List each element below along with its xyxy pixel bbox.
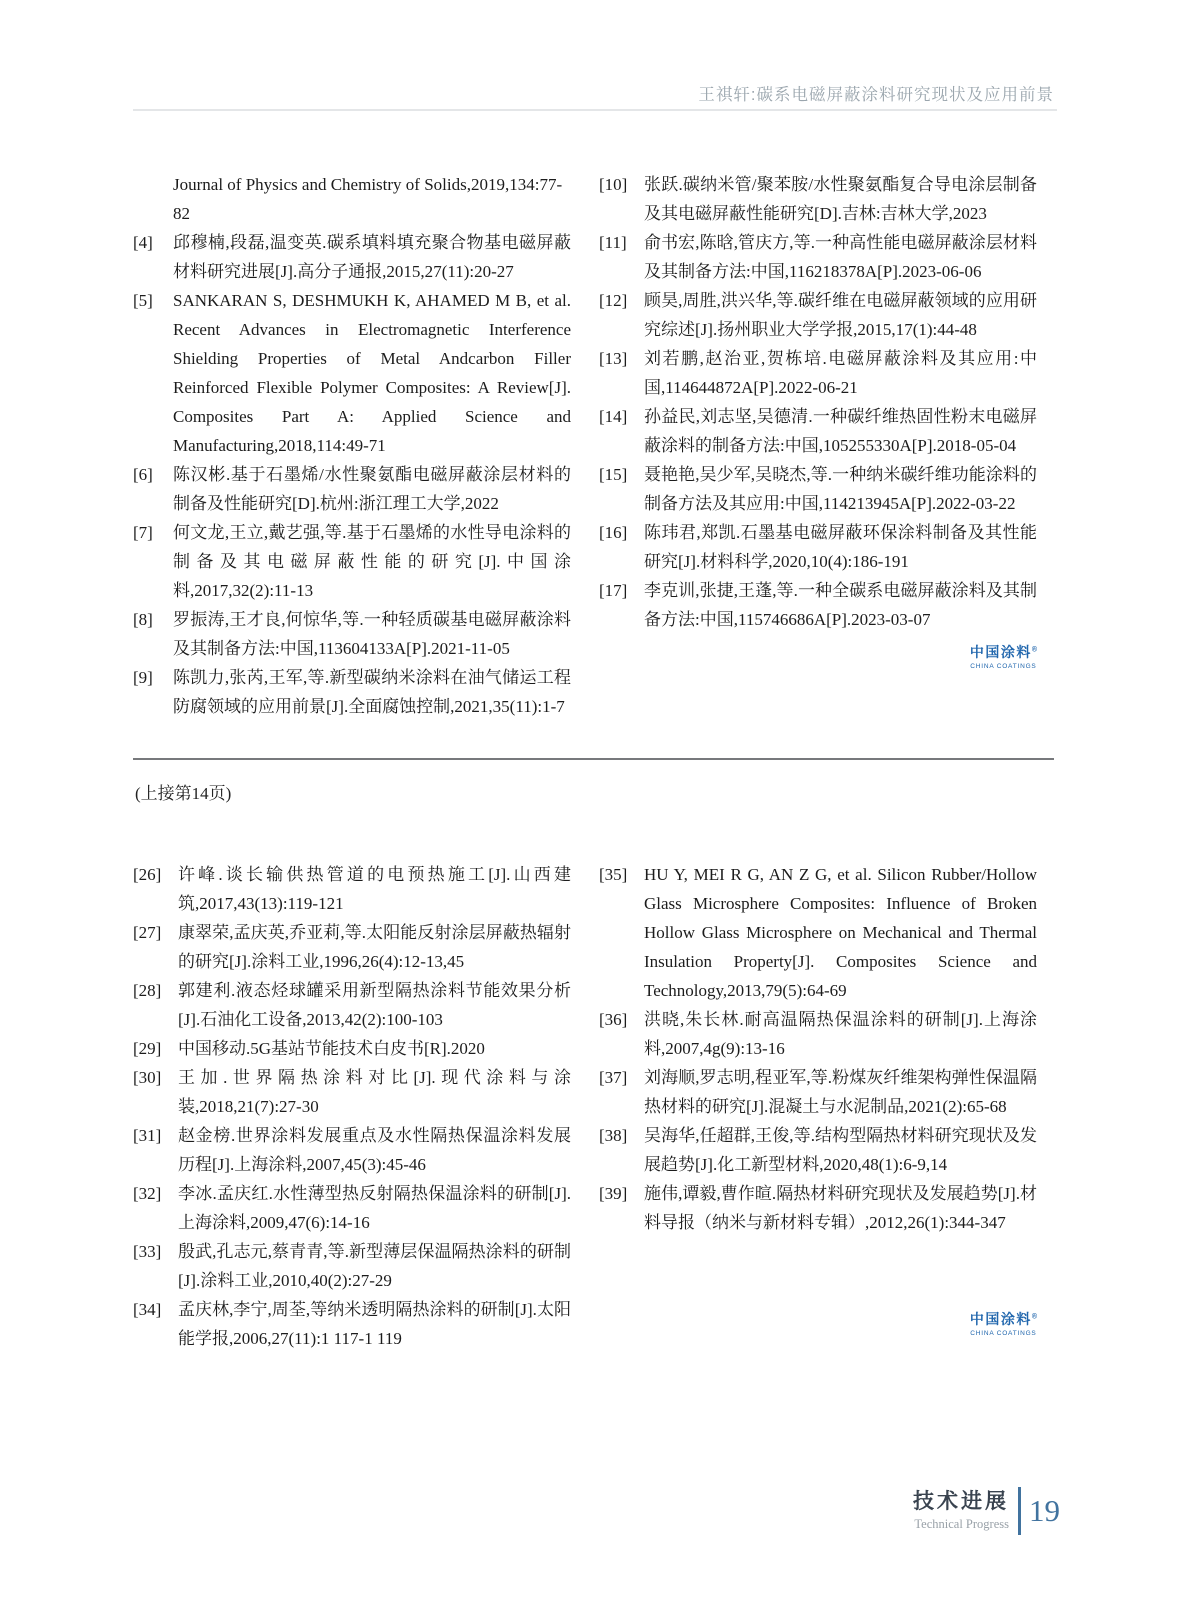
reference-item bbox=[133, 1179, 571, 1237]
reference-text: 孙益民,刘志坚,吴德清.一种碳纤维热固性粉末电磁屏蔽涂料的制备方法:中国,105255330A[P].2018-05-04 bbox=[644, 407, 1037, 455]
reference-number: [27] bbox=[133, 923, 162, 942]
reference-text: 陈汉彬.基于石墨烯/水性聚氨酯电磁屏蔽涂层材料的制备及性能研究[D].杭州:浙江理工大学,2022 bbox=[173, 465, 571, 513]
references-bottom-left-column bbox=[133, 860, 571, 1353]
reference-item bbox=[133, 1295, 571, 1353]
reference-item bbox=[599, 1121, 1037, 1179]
reference-text: 许峰.谈长输供热管道的电预热施工[J].山西建筑,2017,43(13):119-121 bbox=[178, 865, 571, 913]
reference-text: 殷武,孔志元,蔡青青,等.新型薄层保温隔热涂料的研制[J].涂料工业,2010,40(2):27-29 bbox=[178, 1242, 571, 1290]
registered-mark-icon: ® bbox=[1031, 646, 1037, 654]
reference-number: [14] bbox=[599, 407, 628, 426]
reference-text: 李冰.孟庆红.水性薄型热反射隔热保温涂料的研制[J].上海涂料,2009,47(6):14-16 bbox=[178, 1184, 571, 1232]
references-top-right-column bbox=[599, 170, 1037, 670]
reference-item bbox=[599, 576, 1037, 634]
reference-number: [10] bbox=[599, 175, 628, 194]
reference-number: [28] bbox=[133, 981, 162, 1000]
reference-item bbox=[599, 518, 1037, 576]
reference-item bbox=[133, 663, 571, 721]
reference-list bbox=[133, 228, 571, 721]
reference-text: 刘若鹏,赵治亚,贺栋培.电磁屏蔽涂料及其应用:中国,114644872A[P].2022-06-21 bbox=[644, 349, 1037, 397]
reference-text: 郭建利.液态烃球罐采用新型隔热涂料节能效果分析[J].石油化工设备,2013,42(2):100-103 bbox=[178, 981, 571, 1029]
reference-number: [12] bbox=[599, 291, 628, 310]
logo-text-cn: 中国涂料® bbox=[969, 1311, 1037, 1327]
reference-item bbox=[599, 1179, 1037, 1237]
reference-item bbox=[133, 460, 571, 518]
reference-number: [15] bbox=[599, 465, 628, 484]
reference-text: 罗振涛,王才良,何惊华,等.一种轻质碳基电磁屏蔽涂料及其制备方法:中国,113604133A[P].2021-11-05 bbox=[173, 610, 571, 658]
reference-number: [32] bbox=[133, 1184, 162, 1203]
reference-item bbox=[133, 228, 571, 286]
logo-text-en: CHINA COATINGS bbox=[970, 1330, 1037, 1337]
reference-number: [16] bbox=[599, 523, 628, 542]
reference-number: [5] bbox=[133, 291, 153, 310]
reference-number: [4] bbox=[133, 233, 153, 252]
reference-number: [38] bbox=[599, 1126, 628, 1145]
reference-number: [34] bbox=[133, 1300, 162, 1319]
reference-text: 顾昊,周胜,洪兴华,等.碳纤维在电磁屏蔽领域的应用研究综述[J].扬州职业大学学报,2015,17(1):44-48 bbox=[644, 291, 1037, 339]
section-title-en: Technical Progress bbox=[914, 1517, 1009, 1531]
reference-number: [33] bbox=[133, 1242, 162, 1261]
reference-list bbox=[599, 170, 1037, 634]
reference-text: 赵金榜.世界涂料发展重点及水性隔热保温涂料发展历程[J].上海涂料,2007,45(3):45-46 bbox=[178, 1126, 571, 1174]
reference-item bbox=[133, 518, 571, 605]
reference-text: 康翠荣,孟庆英,乔亚莉,等.太阳能反射涂层屏蔽热辐射的研究[J].涂料工业,1996,26(4):12-13,45 bbox=[178, 923, 571, 971]
footer-section-labels bbox=[913, 1490, 1009, 1532]
reference-list bbox=[599, 860, 1037, 1237]
reference-number: [7] bbox=[133, 523, 153, 542]
reference-number: [11] bbox=[599, 233, 627, 252]
reference-item bbox=[133, 286, 571, 460]
reference-item bbox=[133, 976, 571, 1034]
reference-text: Journal of Physics and Chemistry of Solids,2019,134:77-82 bbox=[173, 175, 563, 223]
header-divider bbox=[133, 109, 1057, 111]
reference-item bbox=[599, 344, 1037, 402]
footer-accent-bar bbox=[1018, 1487, 1021, 1535]
registered-mark-icon: ® bbox=[1031, 1313, 1037, 1321]
reference-text: 何文龙,王立,戴艺强,等.基于石墨烯的水性导电涂料的制备及其电磁屏蔽性能的研究[J].中国涂料,2017,32(2):11-13 bbox=[173, 523, 571, 600]
china-coatings-logo bbox=[970, 642, 1037, 670]
reference-number: [30] bbox=[133, 1068, 162, 1087]
reference-number: [26] bbox=[133, 865, 162, 884]
reference-item bbox=[133, 918, 571, 976]
china-coatings-logo bbox=[970, 1309, 1037, 1337]
reference-number: [36] bbox=[599, 1010, 628, 1029]
reference-text: 洪晓,朱长林.耐高温隔热保温涂料的研制[J].上海涂料,2007,4g(9):13-16 bbox=[644, 1010, 1037, 1058]
reference-item bbox=[133, 1034, 571, 1063]
reference-item bbox=[599, 460, 1037, 518]
reference-number: [17] bbox=[599, 581, 628, 600]
reference-text: 刘海顺,罗志明,程亚军,等.粉煤灰纤维架构弹性保温隔热材料的研究[J].混凝土与水泥制品,2021(2):65-68 bbox=[644, 1068, 1037, 1116]
reference-item bbox=[599, 402, 1037, 460]
reference-number: [29] bbox=[133, 1039, 162, 1058]
reference-number: [8] bbox=[133, 610, 153, 629]
references-top-left-column bbox=[133, 170, 571, 721]
reference-text: SANKARAN S, DESHMUKH K, AHAMED M B, et al. Recent Advances in Electromagnetic Interference Shielding Properties of Metal Andcarbon Filler Reinforced Flexible Polymer Composites: A Review[J]. Composites Part A: Applied Science and Manufacturing,2018,114:49-71 bbox=[173, 291, 571, 455]
reference-text: 施伟,谭毅,曹作暄.隔热材料研究现状及发展趋势[J].材料导报（纳米与新材料专辑）,2012,26(1):344-347 bbox=[644, 1184, 1037, 1232]
reference-item bbox=[599, 170, 1037, 228]
reference-item bbox=[599, 228, 1037, 286]
section-title-cn: 技术进展 bbox=[913, 1490, 1009, 1513]
reference-text: 俞书宏,陈晗,管庆方,等.一种高性能电磁屏蔽涂层材料及其制备方法:中国,116218378A[P].2023-06-06 bbox=[644, 233, 1037, 281]
reference-number: [39] bbox=[599, 1184, 628, 1203]
reference-text: 吴海华,任超群,王俊,等.结构型隔热材料研究现状及发展趋势[J].化工新型材料,2020,48(1):6-9,14 bbox=[644, 1126, 1037, 1174]
reference-item bbox=[133, 860, 571, 918]
reference-item bbox=[133, 1063, 571, 1121]
reference-text: 邱穆楠,段磊,温变英.碳系填料填充聚合物基电磁屏蔽材料研究进展[J].高分子通报,2015,27(11):20-27 bbox=[173, 233, 571, 281]
reference-list bbox=[133, 860, 571, 1353]
reference-item bbox=[599, 860, 1037, 1005]
page-number: 19 bbox=[1029, 1493, 1060, 1528]
running-title: 王祺轩:碳系电磁屏蔽涂料研究现状及应用前景 bbox=[698, 86, 1054, 104]
reference-number: [35] bbox=[599, 865, 628, 884]
running-head bbox=[698, 81, 1054, 105]
reference-number: [37] bbox=[599, 1068, 628, 1087]
reference-item bbox=[133, 1237, 571, 1295]
reference-text: 中国移动.5G基站节能技术白皮书[R].2020 bbox=[178, 1039, 485, 1058]
reference-text: 张跃.碳纳米管/聚苯胺/水性聚氨酯复合导电涂层制备及其电磁屏蔽性能研究[D].吉林:吉林大学,2023 bbox=[644, 175, 1037, 223]
page-footer bbox=[913, 1487, 1060, 1535]
references-bottom-right-column bbox=[599, 860, 1037, 1337]
continuation-note: (上接第14页) bbox=[135, 784, 232, 803]
reference-number: [9] bbox=[133, 668, 153, 687]
reference-text: 陈凯力,张芮,王军,等.新型碳纳米涂料在油气储运工程防腐领域的应用前景[J].全面腐蚀控制,2021,35(11):1-7 bbox=[173, 668, 571, 716]
reference-item bbox=[599, 1063, 1037, 1121]
reference-item bbox=[599, 1005, 1037, 1063]
reference-number: [31] bbox=[133, 1126, 162, 1145]
reference-text: 王加.世界隔热涂料对比[J].现代涂料与涂装,2018,21(7):27-30 bbox=[178, 1068, 571, 1116]
reference-item bbox=[599, 286, 1037, 344]
reference-text: HU Y, MEI R G, AN Z G, et al. Silicon Rubber/Hollow Glass Microsphere Composites: Influence of Broken Hollow Glass Microsphere on Mechanical and Thermal Insulation Property[J]. Composites Science and Technology,2013,79(5):64-69 bbox=[644, 865, 1037, 1000]
reference-text: 孟庆林,李宁,周荃,等纳米透明隔热涂料的研制[J].太阳能学报,2006,27(11):1 117-1 119 bbox=[178, 1300, 571, 1348]
reference-carryover-line bbox=[133, 170, 571, 228]
logo-text-en: CHINA COATINGS bbox=[970, 663, 1037, 670]
reference-text: 李克训,张捷,王蓬,等.一种全碳系电磁屏蔽涂料及其制备方法:中国,115746686A[P].2023-03-07 bbox=[644, 581, 1037, 629]
reference-item bbox=[133, 605, 571, 663]
reference-text: 陈玮君,郑凯.石墨基电磁屏蔽环保涂料制备及其性能研究[J].材料科学,2020,10(4):186-191 bbox=[644, 523, 1037, 571]
reference-number: [6] bbox=[133, 465, 153, 484]
section-divider bbox=[133, 758, 1054, 760]
logo-text-cn: 中国涂料® bbox=[969, 644, 1037, 660]
reference-text: 聂艳艳,吴少军,吴晓杰,等.一种纳米碳纤维功能涂料的制备方法及其应用:中国,114213945A[P].2022-03-22 bbox=[644, 465, 1037, 513]
reference-item bbox=[133, 1121, 571, 1179]
reference-number: [13] bbox=[599, 349, 628, 368]
